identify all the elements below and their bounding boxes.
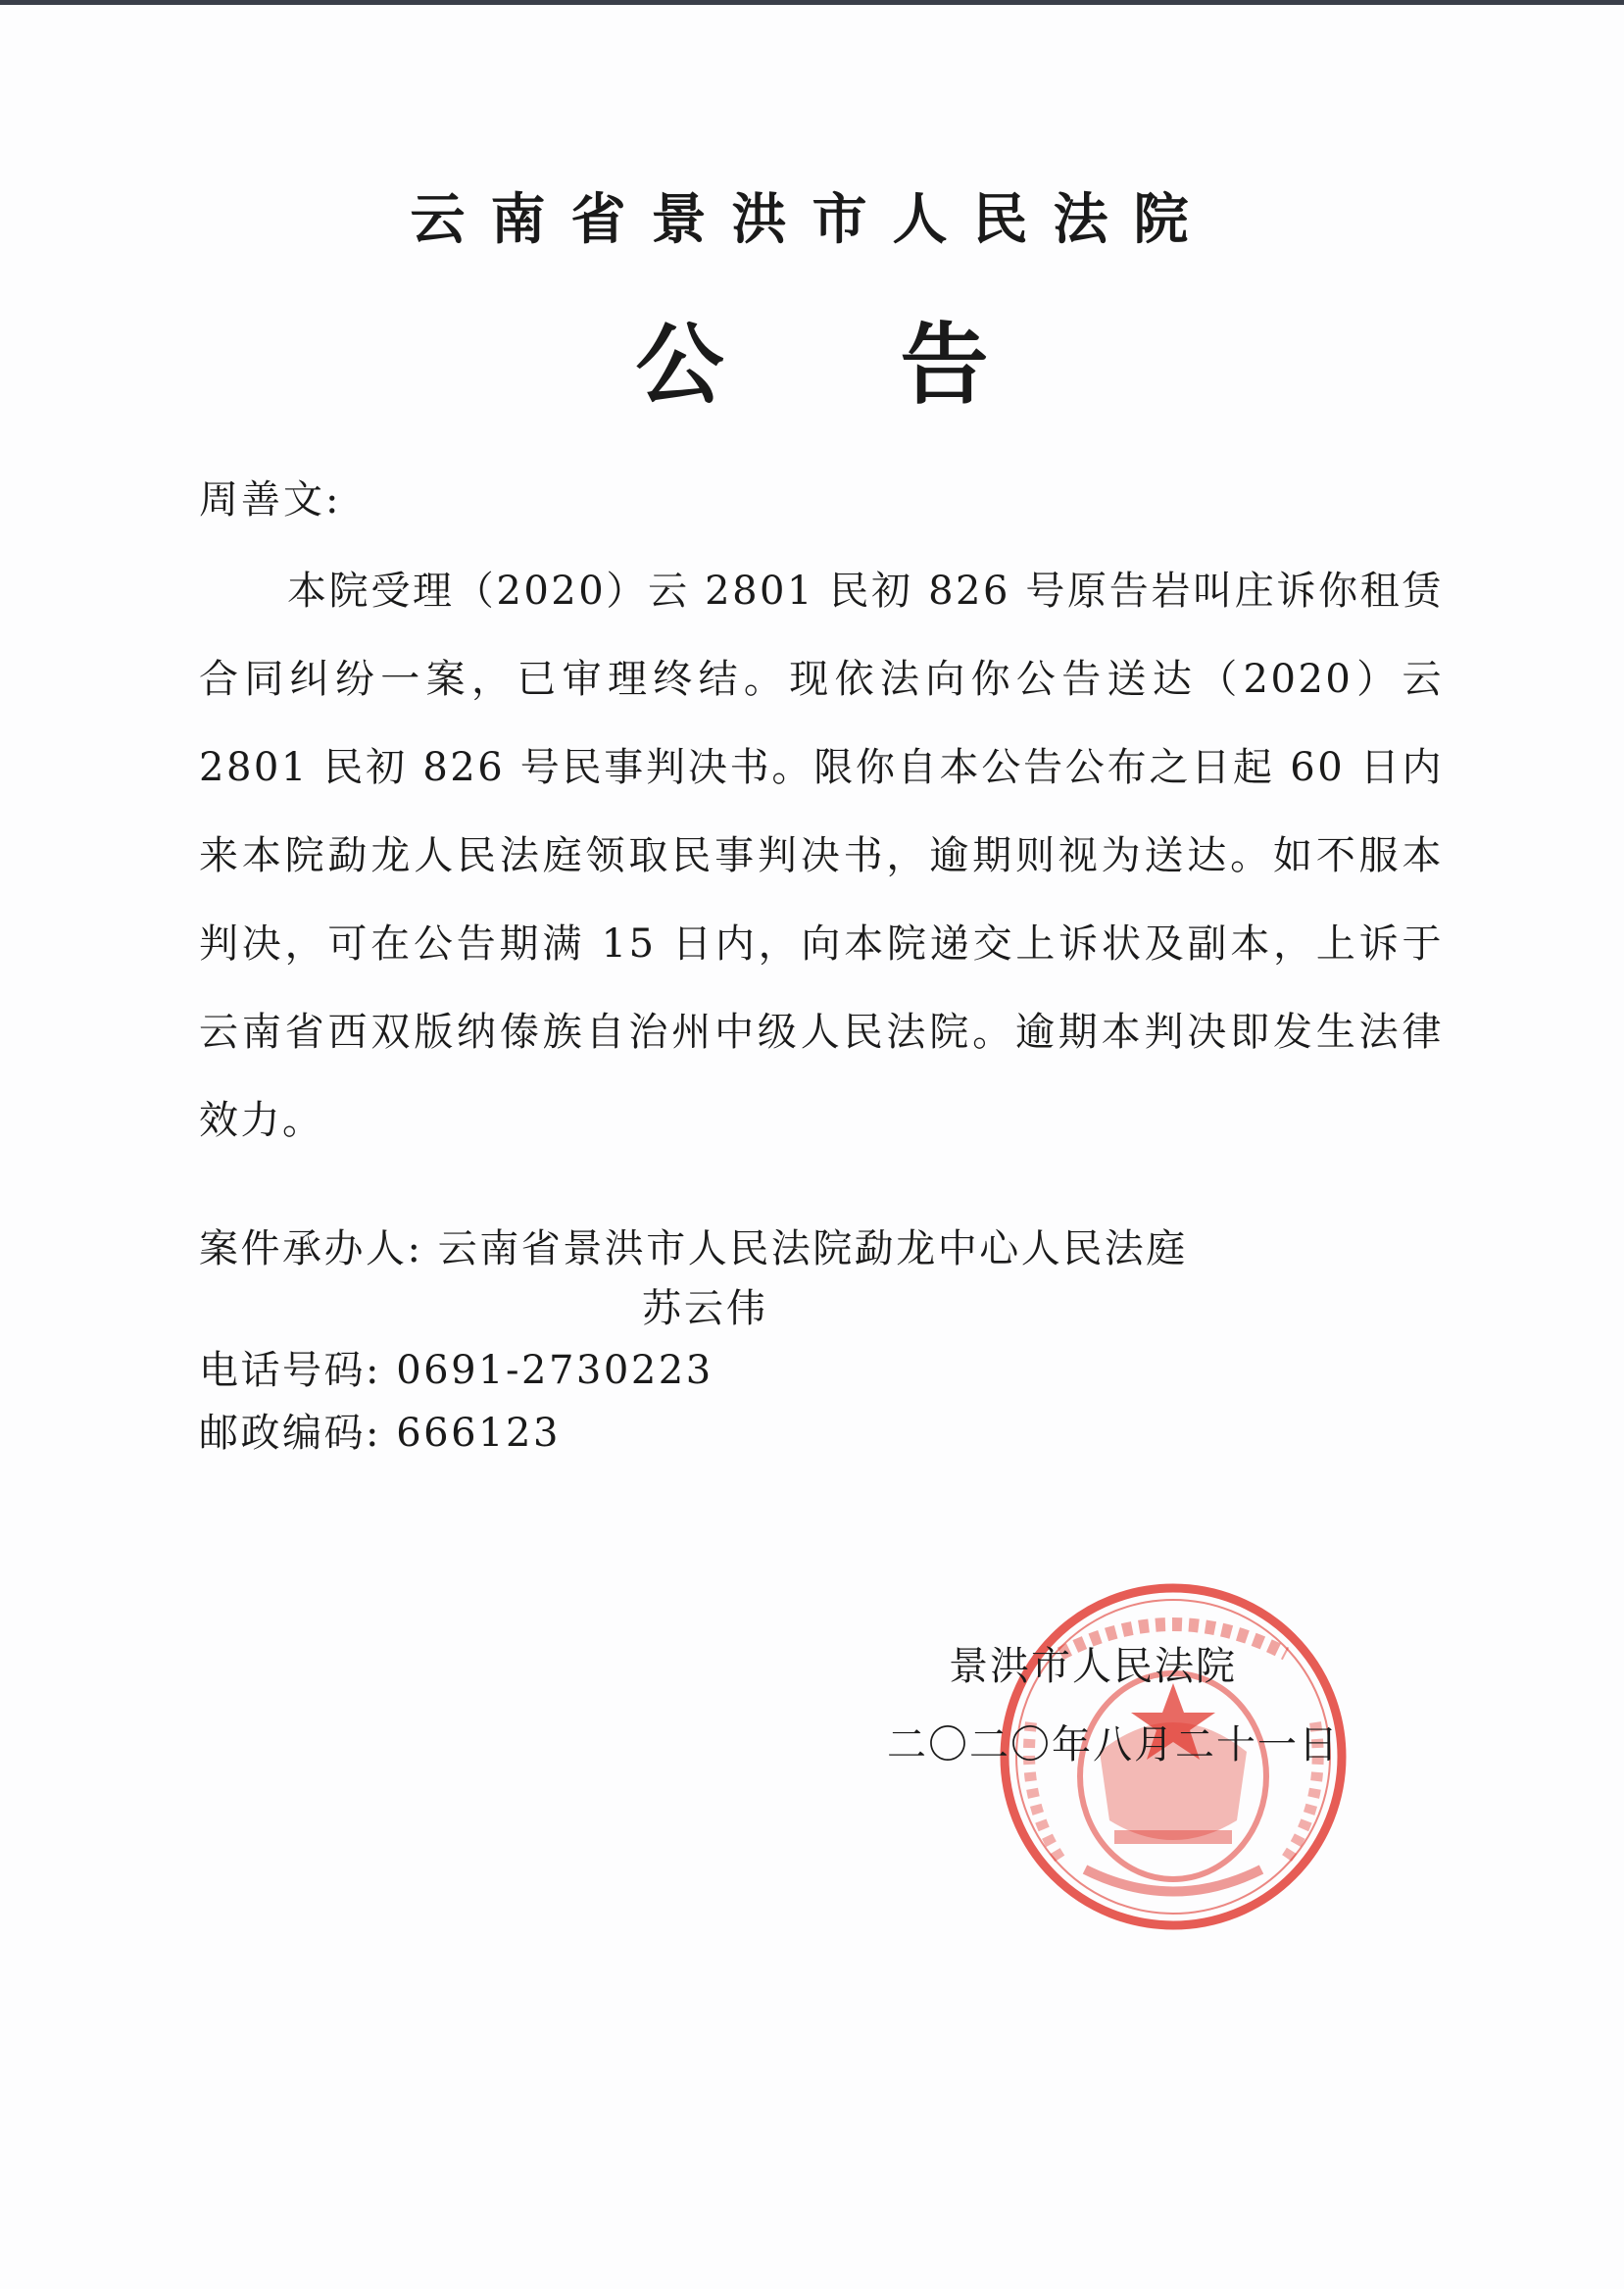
court-name-heading: 云南省景洪市人民法院 (410, 188, 1214, 252)
addressee: 周善文: (199, 477, 342, 522)
notice-body: 本院受理（2020）云 2801 民初 826 号原告岩叫庄诉你租赁合同纠纷一案，已审理终结。现依法向你公告送达（2020）云 2801 民初 826 号民事判决书。限你自本公告公布之日起 60 日内来本院勐龙人民法庭领取民事判决书，逾期则视为送达。如不服本判决，可在公告期满 15 日内，向本院递交上诉状及副本，上诉于云南省西双版纳傣族自治州中级人民法院。逾期本判决即发生法律效力。 (199, 569, 1444, 1143)
postcode-line (199, 1406, 561, 1461)
phone-label: 电话号码: (199, 1348, 397, 1393)
notice-title (0, 312, 1624, 420)
phone-number: 0691-2730223 (396, 1348, 714, 1393)
notice-title-char-2: 告 (900, 314, 989, 417)
scan-top-edge (0, 0, 1624, 5)
case-handler-name: 苏云伟 (642, 1286, 768, 1331)
case-handler-label: 案件承办人: (199, 1226, 438, 1271)
postcode-value: 666123 (396, 1411, 561, 1456)
postcode-label: 邮政编码: (199, 1411, 397, 1456)
notice-title-char-1: 公 (635, 314, 724, 417)
signing-court: 景洪市人民法院 (949, 1644, 1237, 1689)
case-handler-org: 云南省景洪市人民法院勐龙中心人民法庭 (437, 1226, 1188, 1271)
signing-date: 二〇二〇年八月二十一日 (887, 1722, 1340, 1767)
case-handler-line (199, 1221, 1188, 1276)
phone-line (199, 1343, 714, 1398)
